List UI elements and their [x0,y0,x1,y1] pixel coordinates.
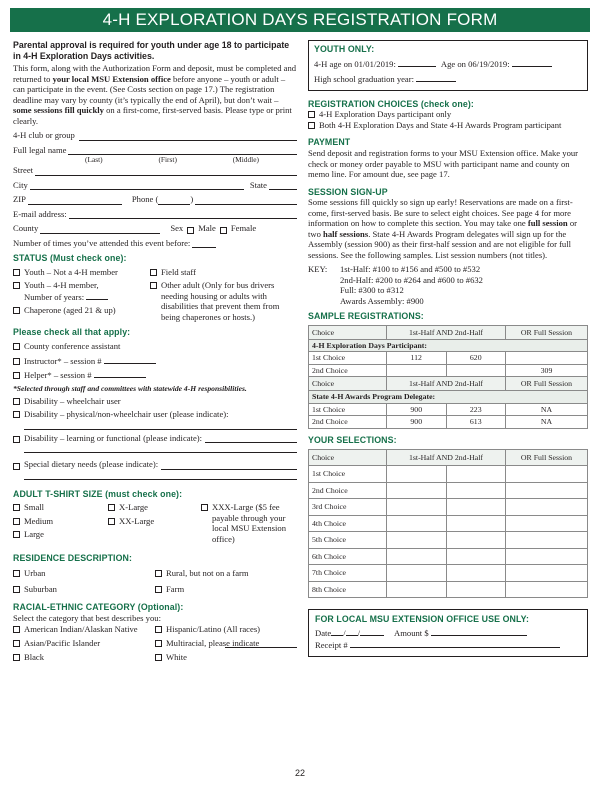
tshirt-xxxlarge[interactable]: XXX-Large ($5 fee payable through your local MSU Extension office) [201,502,297,544]
your-selections-table: Choice 1st-Half AND 2nd-Half OR Full Session 1st Choice 2nd Choice 3rd Choice 4th Choice 5th Choice 6th Choice 7th Choice 8th Choice [308,449,588,599]
ethnic-asian[interactable]: Asian/Pacific Islander [13,638,155,648]
special-dietary-line[interactable] [24,470,297,480]
tshirt-heading: ADULT T-SHIRT SIZE (must check one): [13,488,183,499]
disability-physical-line[interactable] [24,420,297,430]
reg-choices-heading: REGISTRATION CHOICES (check one): [308,98,474,109]
table-row: 2nd Choice 900 613 NA [309,416,588,429]
name-field[interactable]: Full legal name [13,145,297,155]
table-row: 1st Choice 112 620 [309,352,588,365]
residence-suburban[interactable]: Suburban [13,584,155,594]
apply-helper[interactable]: Helper* – session # [13,369,297,380]
reg-choice-both[interactable]: Both 4-H Exploration Days and State 4-H Awards Program participant [308,120,588,130]
street-field[interactable]: Street [13,165,297,175]
selections-heading: YOUR SELECTIONS: [308,434,397,445]
intro-heading: Parental approval is required for youth under age 18 to participate in 4-H Exploration Days activities. [13,40,290,61]
times-attended-field[interactable]: Number of times you’ve attended this event before: [13,238,297,248]
table-row: 2nd Choice 309 [309,364,588,377]
status-youth-not-member[interactable]: Youth – Not a 4-H member [13,267,150,277]
tshirt-xlarge[interactable]: X-Large [108,502,201,512]
zip-phone-field[interactable]: ZIP Phone ( ) [13,194,297,204]
office-receipt[interactable]: Receipt # [315,639,581,650]
disability-wheelchair[interactable]: Disability – wheelchair user [13,396,297,406]
tshirt-xxlarge[interactable]: XX-Large [108,516,201,526]
payment-heading: PAYMENT [308,137,351,148]
payment-text: Send deposit and registration forms to your MSU Extension office. Make your check or money order payable to MSU with participant name and county on memo line. For amount due, see page 17. [308,148,579,180]
residence-farm[interactable]: Farm [155,584,249,594]
ethnic-white[interactable]: White [155,652,297,662]
apply-note: *Selected through staff and committees with statewide 4-H responsibilities. [13,383,247,393]
right-column [308,40,588,657]
table-row[interactable]: 3rd Choice [309,499,588,516]
form-title-banner: 4-H EXPLORATION DAYS REGISTRATION FORM [10,8,590,32]
ethnic-sub: Select the category that best describes you: [13,612,161,623]
status-youth-member[interactable]: Youth – 4-H member, [13,280,150,290]
residence-heading: RESIDENCE DESCRIPTION: [13,553,133,564]
table-row[interactable]: 1st Choice [309,466,588,483]
ethnic-american-indian[interactable]: American Indian/Alaskan Native [13,624,155,634]
name-parts: (Last) (First) (Middle) [85,155,259,165]
club-field[interactable]: 4-H club or group [13,130,297,140]
sample-registrations-table: Choice 1st-Half AND 2nd-Half OR Full Session 4-H Exploration Days Participant: 1st Choice 112 620 2nd Choice 309 Choice 1st-Half AND 2nd-Half OR Full Session State 4-H Awards Program Delegate: 1st Choice 900 223 NA 2nd Choice 900 613 NA [308,325,588,429]
residence-rural[interactable]: Rural, but not on a farm [155,568,249,578]
tshirt-large[interactable]: Large [13,529,108,539]
table-row[interactable]: 4th Choice [309,515,588,532]
female-checkbox[interactable] [220,227,227,234]
apply-instructor[interactable]: Instructor* – session # [13,355,297,366]
status-other-adult[interactable]: Other adult (Only for bus drivers needing housing or adults with disabilities that prevent them from being chaperones or hosts.) [150,280,297,322]
session-key: KEY: 1st-Half: #100 to #156 and #500 to #532 2nd-Half: #200 to #264 and #600 to #632 Full: #300 to #312 Awards Assembly: #900 [308,264,483,306]
residence-options [13,568,297,594]
intro-text: This form, along with the Authorization Form and deposit, must be completed and returned to your local MSU Extension office before anyone – youth or adult – can participate in the event. (See Costs section on page 17.) The registration deadline may vary by county (it’s typically the end of April), but don’t wait – some sessions fill quickly on a first-come, first-served basis. Please type or print clearly. [13,63,297,126]
table-row[interactable]: 5th Choice [309,532,588,549]
email-field[interactable]: E-mail address: [13,209,297,219]
tshirt-medium[interactable]: Medium [13,516,108,526]
signup-heading: SESSION SIGN-UP [308,186,388,197]
special-dietary[interactable]: Special dietary needs (please indicate): [13,459,297,469]
office-date-amount[interactable]: Date / / Amount $ [315,627,581,638]
youth-only-box [308,40,588,91]
youth-age-fields[interactable]: 4-H age on 01/01/2019: Age on 06/19/2019: [314,58,582,69]
table-row: 1st Choice 900 223 NA [309,403,588,416]
city-state-field[interactable]: City State [13,180,297,190]
male-checkbox[interactable] [187,227,194,234]
youth-only-heading: YOUTH ONLY: [314,44,375,54]
table-row[interactable]: 7th Choice [309,565,588,582]
ethnic-heading: RACIAL-ETHNIC CATEGORY (Optional): [13,602,184,613]
table-row[interactable]: 8th Choice [309,581,588,598]
office-heading: FOR LOCAL MSU EXTENSION OFFICE USE ONLY: [315,614,529,625]
page-number: 22 [294,768,305,778]
status-options: Youth – Not a 4-H member Youth – 4-H member, Number of years: Chaperone (aged 21 & up) Field staff Other adult (Only for bus drivers needing housing or adults with disabilities that prevent them from being chaperones or hosts.) [13,267,297,322]
table-row[interactable]: 6th Choice [309,548,588,565]
status-heading: STATUS (Must check one): [13,253,127,264]
disability-physical[interactable]: Disability – physical/non-wheelchair user (please indicate): [13,409,297,419]
office-use-box [308,609,588,657]
status-field-staff[interactable]: Field staff [150,267,297,277]
county-sex-field[interactable]: County Sex Male Female [13,223,257,234]
ethnic-multiracial[interactable]: Multiracial, please indicate [155,638,297,648]
ethnic-black[interactable]: Black [13,652,155,662]
grad-year-field[interactable]: High school graduation year: [314,73,582,84]
signup-text: Some sessions fill quickly so sign up early! Reservations are made on a first-come, first-served basis. Be sure to select eight choices. See page 4 for more information on how to complete this section. You may take one full session or two half sessions. State 4-H Awards Program delegates will sign up for the Assembly (session 900) as their first-half session and are not eligible for full sessions. See the following samples. List session numbers (not titles). [308,197,578,260]
samples-heading: SAMPLE REGISTRATIONS: [308,311,424,322]
table-row[interactable]: 2nd Choice [309,482,588,499]
residence-urban[interactable]: Urban [13,568,155,578]
ethnic-hispanic[interactable]: Hispanic/Latino (All races) [155,624,297,634]
reg-choice-exploration[interactable]: 4-H Exploration Days participant only [308,109,588,119]
ethnic-options [13,624,297,662]
left-column [13,40,297,663]
tshirt-options [13,502,297,544]
apply-heading: Please check all that apply: [13,327,131,338]
status-chaperone[interactable]: Chaperone (aged 21 & up) [13,305,150,315]
tshirt-small[interactable]: Small [13,502,108,512]
disability-learning-line[interactable] [24,443,297,453]
apply-county-assistant[interactable]: County conference assistant [13,341,297,351]
disability-learning[interactable]: Disability – learning or functional (please indicate): [13,433,297,443]
